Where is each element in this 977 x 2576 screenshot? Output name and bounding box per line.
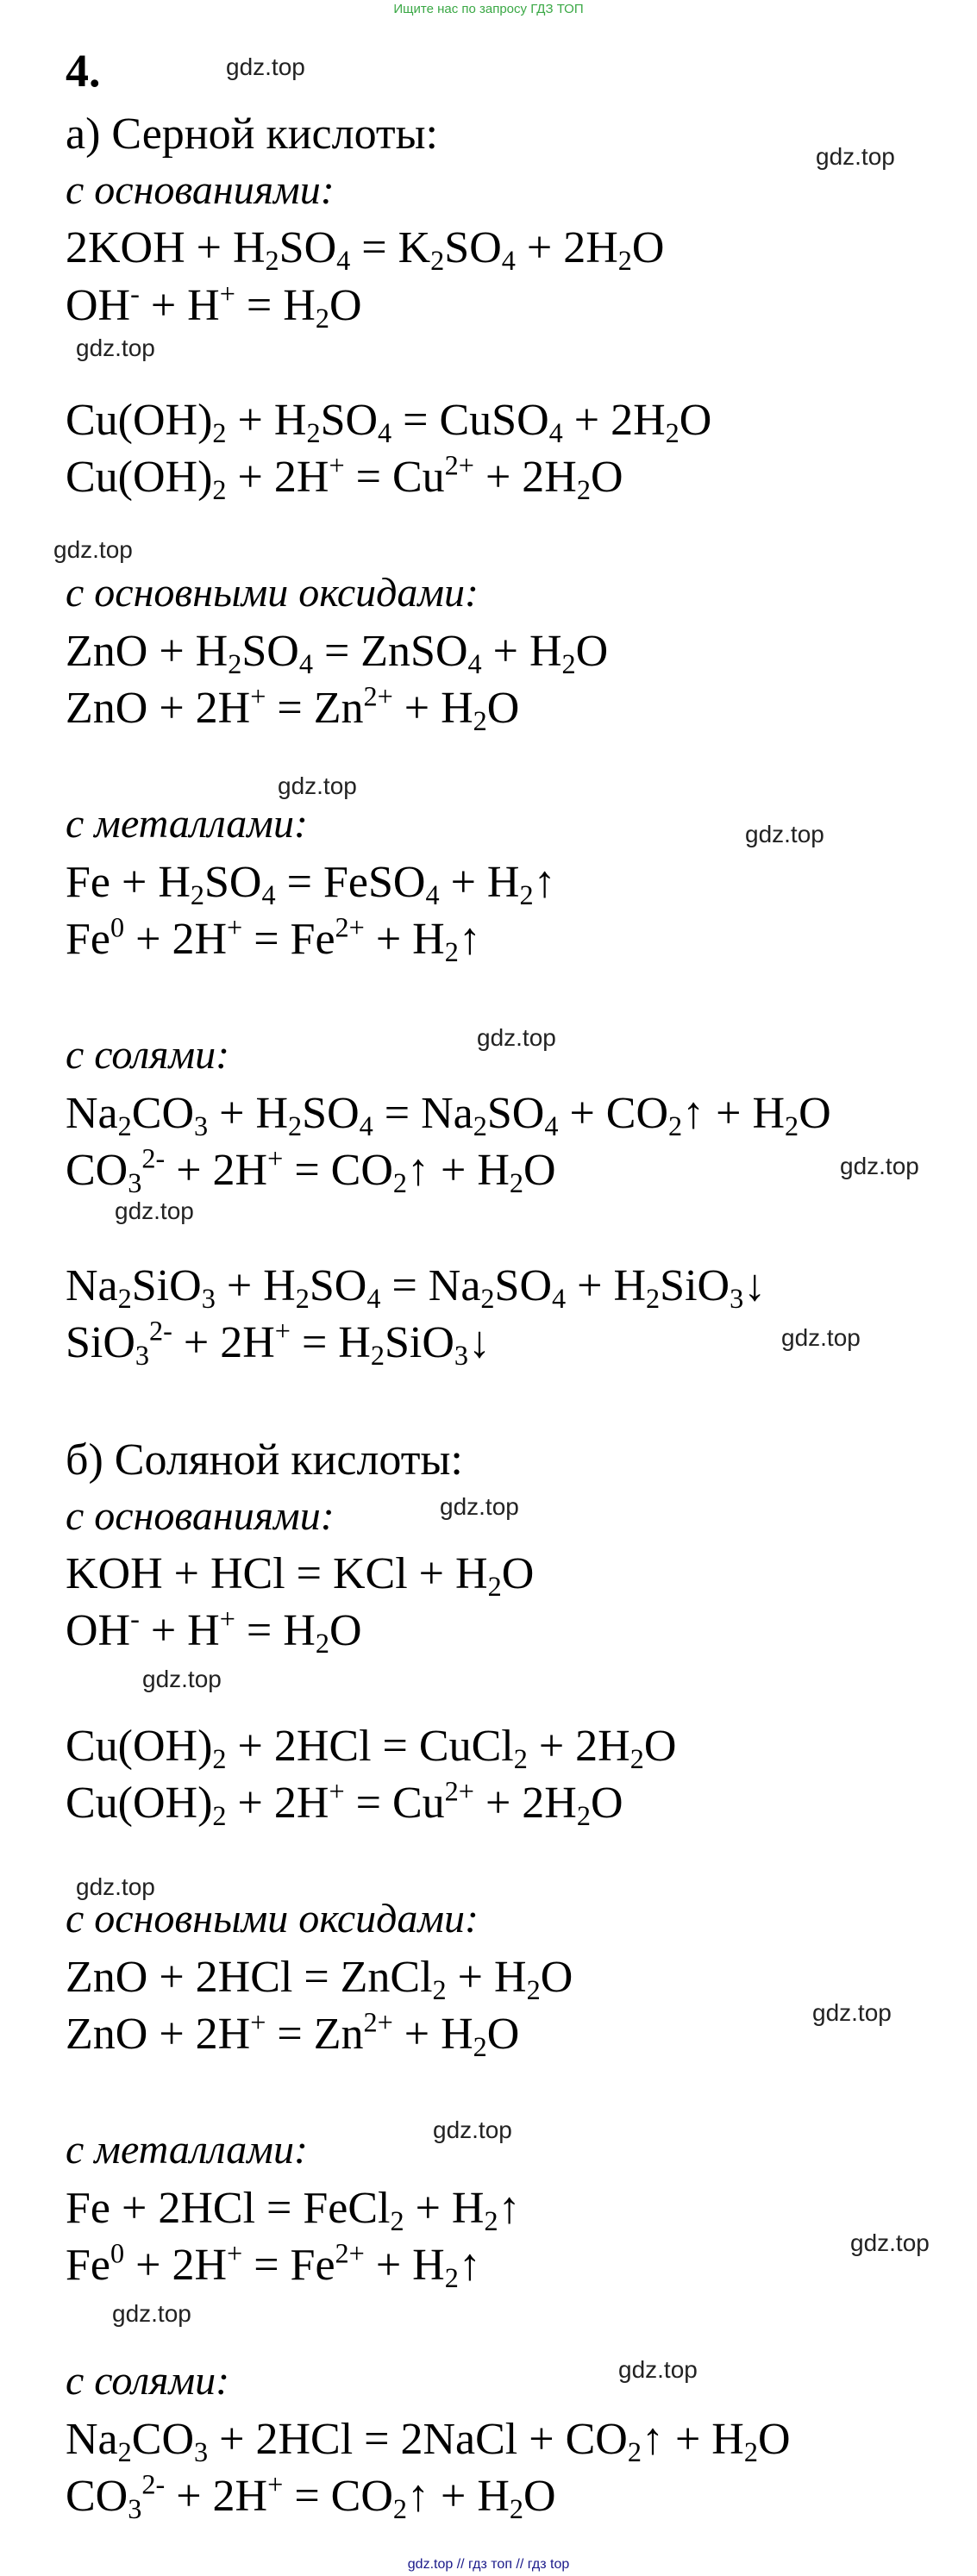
subscript: 2	[561, 648, 576, 680]
formula-text: Cu(OH)	[66, 453, 213, 502]
problem-number: 4.	[66, 45, 101, 97]
equation	[66, 1775, 623, 1832]
formula-text: O	[643, 1722, 677, 1771]
watermark: gdz.top	[745, 821, 824, 847]
charge: 2-	[149, 1315, 172, 1347]
charge: +	[227, 2237, 243, 2269]
subscript: 2	[190, 879, 205, 911]
formula-text: O	[523, 1146, 556, 1195]
subscript: 2	[212, 1800, 227, 1832]
formula-text: = Na	[380, 1261, 481, 1310]
equation	[66, 223, 665, 277]
subscript: 2	[117, 1110, 132, 1142]
charge: +	[267, 2468, 284, 2500]
subscript: 2	[392, 1167, 407, 1199]
charge: +	[329, 449, 345, 481]
formula-text: + H	[404, 2184, 485, 2233]
formula-text: ↑ + H	[641, 2415, 744, 2464]
subscript: 2	[646, 1283, 661, 1315]
subscript: 2	[509, 1167, 524, 1199]
formula-text: + H	[139, 281, 220, 330]
charge: 2+	[335, 911, 365, 943]
formula-text: = Cu	[344, 453, 445, 502]
subscript: 2	[212, 417, 227, 449]
formula-text: Na	[66, 1089, 118, 1138]
formula-text: SO	[309, 1261, 367, 1310]
formula-text: ↓	[468, 1318, 492, 1367]
subheading-salts: с солями:	[66, 2358, 230, 2404]
formula-text: ↑	[458, 915, 481, 964]
charge: +	[219, 1603, 235, 1635]
formula-text: = Zn	[266, 684, 364, 733]
formula-text: SO	[279, 223, 337, 272]
formula-text: CO	[66, 1146, 128, 1195]
formula-text: CO	[66, 2472, 128, 2521]
subscript: 2	[444, 2262, 459, 2294]
formula-text: + H	[392, 2010, 473, 2059]
subscript: 3	[128, 1167, 142, 1199]
equation	[66, 2468, 556, 2525]
subscript: 3	[128, 2493, 142, 2525]
formula-text: SO	[204, 858, 262, 907]
formula-text: ↑ + H	[407, 1146, 510, 1195]
subscript: 2	[370, 1340, 385, 1372]
equation	[66, 449, 623, 506]
formula-text: KOH + HCl = KCl + H	[66, 1549, 488, 1598]
subscript: 4	[359, 1110, 373, 1142]
formula-text: O	[523, 2472, 556, 2521]
formula-text: O	[679, 396, 712, 445]
subscript: 2	[473, 1110, 487, 1142]
formula-text: + H	[139, 1606, 220, 1655]
equation	[66, 396, 712, 449]
formula-text: OH	[66, 1606, 131, 1655]
formula-text: + H	[215, 1261, 296, 1310]
subscript: 2	[668, 1110, 683, 1142]
formula-text: SO	[302, 1089, 360, 1138]
subscript: 3	[194, 1110, 209, 1142]
subscript: 3	[454, 1340, 469, 1372]
subscript: 2	[513, 1743, 528, 1775]
formula-text: ZnO + 2HCl = ZnCl	[66, 1953, 433, 2002]
formula-text: = H	[235, 281, 316, 330]
subscript: 2	[430, 245, 445, 277]
formula-text: O	[329, 1606, 362, 1655]
subscript: 2	[487, 1571, 502, 1603]
formula-text: Fe	[66, 2241, 110, 2290]
subscript: 2	[315, 1628, 329, 1660]
formula-text: + H	[208, 1089, 289, 1138]
subscript: 4	[544, 1110, 559, 1142]
subscript: 2	[212, 1743, 227, 1775]
watermark: gdz.top	[618, 2356, 698, 2383]
charge: +	[219, 278, 235, 309]
subscript: 2	[480, 1283, 495, 1315]
subscript: 2	[473, 2031, 487, 2063]
formula-text: + 2H	[124, 2241, 228, 2290]
equation	[66, 1142, 556, 1199]
formula-text: 2KOH + H	[66, 223, 266, 272]
subscript: 3	[194, 2436, 209, 2468]
formula-text: Fe + 2HCl = FeCl	[66, 2184, 391, 2233]
subscript: 2	[390, 2205, 404, 2237]
subscript: 2	[629, 1743, 644, 1775]
section-title-sulfuric: а) Серной кислоты:	[66, 109, 438, 159]
formula-text: ZnO + H	[66, 627, 229, 676]
subscript: 4	[298, 648, 313, 680]
formula-text: + 2H	[226, 1779, 329, 1828]
formula-text: ZnO + 2H	[66, 2010, 251, 2059]
oxidation-state: 0	[110, 911, 125, 943]
watermark: gdz.top	[142, 1666, 222, 1692]
formula-text: ↑	[533, 858, 556, 907]
formula-text: = Fe	[242, 915, 335, 964]
formula-text: SiO	[131, 1261, 202, 1310]
formula-text: + 2H	[165, 1146, 268, 1195]
subscript: 2	[576, 1800, 591, 1832]
formula-text: + H	[364, 915, 445, 964]
subscript: 2	[288, 1110, 303, 1142]
formula-text: + 2HCl = 2NaCl + CO	[208, 2415, 628, 2464]
charge: 2-	[141, 1142, 166, 1174]
subheading-oxides: с основными оксидами:	[66, 570, 479, 616]
formula-text: + 2H	[515, 223, 618, 272]
formula-text: Cu(OH)	[66, 396, 213, 445]
watermark: gdz.top	[76, 1873, 155, 1900]
formula-text: + H	[364, 2241, 445, 2290]
formula-text: SiO	[660, 1261, 730, 1310]
formula-text: O	[799, 1089, 831, 1138]
subscript: 2	[785, 1110, 799, 1142]
formula-text: CO	[131, 2415, 195, 2464]
formula-text: ↑	[498, 2184, 521, 2233]
formula-text: = CuSO	[391, 396, 549, 445]
section-title-hydrochloric: б) Соляной кислоты:	[66, 1435, 463, 1485]
subscript: 2	[617, 245, 632, 277]
subscript: 2	[315, 303, 329, 335]
charge: +	[227, 911, 243, 943]
watermark: gdz.top	[278, 772, 357, 799]
footer: gdz.top // гдз топ // гдз top	[407, 2557, 570, 2572]
subscript: 3	[135, 1340, 150, 1372]
charge: +	[250, 2006, 266, 2038]
subheading-bases: с основаниями:	[66, 1493, 335, 1539]
charge: +	[267, 1142, 284, 1174]
subscript: 4	[548, 417, 563, 449]
subscript: 2	[212, 474, 227, 506]
charge: 2+	[363, 680, 393, 712]
subscript: 2	[627, 2436, 642, 2468]
subscript: 2	[432, 1974, 447, 2006]
formula-text: = Fe	[242, 2241, 335, 2290]
equation	[66, 1315, 492, 1372]
formula-text: SiO	[66, 1318, 135, 1367]
watermark: gdz.top	[433, 2116, 512, 2143]
formula-text: ↑	[458, 2241, 481, 2290]
subheading-metals: с металлами:	[66, 801, 308, 847]
formula-text: + 2H	[172, 1318, 275, 1367]
charge: -	[130, 278, 140, 309]
subscript: 2	[117, 2436, 132, 2468]
watermark: gdz.top	[440, 1493, 519, 1520]
watermark: gdz.top	[53, 536, 133, 563]
equation	[66, 1089, 831, 1142]
formula-text: + 2HCl = CuCl	[226, 1722, 514, 1771]
equation	[66, 278, 362, 335]
subscript: 4	[425, 879, 440, 911]
subscript: 2	[306, 417, 321, 449]
equation	[66, 1953, 573, 2006]
formula-text: ↑ + H	[682, 1089, 786, 1138]
watermark: gdz.top	[477, 1024, 556, 1051]
charge: +	[274, 1315, 291, 1347]
formula-text: + H	[446, 1953, 527, 2002]
subscript: 2	[519, 879, 534, 911]
formula-text: + 2H	[165, 2472, 268, 2521]
formula-text: SO	[486, 1089, 545, 1138]
subheading-bases: с основаниями:	[66, 167, 335, 213]
formula-text: SiO	[385, 1318, 454, 1367]
charge: 2-	[141, 2468, 166, 2500]
formula-text: SO	[444, 223, 502, 272]
formula-text: + CO	[558, 1089, 669, 1138]
equation	[66, 2415, 791, 2468]
subscript: 2	[265, 245, 279, 277]
formula-text: Fe	[66, 915, 110, 964]
formula-text: Cu(OH)	[66, 1722, 213, 1771]
formula-text: + 2H	[226, 453, 329, 502]
formula-text: = K	[350, 223, 431, 272]
charge: 2+	[444, 449, 474, 481]
charge: 2+	[363, 2006, 393, 2038]
subscript: 2	[484, 2205, 498, 2237]
formula-text: = Cu	[344, 1779, 445, 1828]
formula-text: OH	[66, 281, 131, 330]
formula-text: ZnO + 2H	[66, 684, 251, 733]
formula-text: O	[757, 2415, 791, 2464]
watermark: gdz.top	[816, 143, 895, 170]
subscript: 4	[261, 879, 276, 911]
formula-text: = CO	[283, 1146, 393, 1195]
charge: +	[329, 1775, 345, 1807]
formula-text: SO	[320, 396, 379, 445]
formula-text: + 2H	[124, 915, 228, 964]
formula-text: O	[329, 281, 362, 330]
equation	[66, 680, 520, 737]
subscript: 2	[743, 2436, 758, 2468]
subscript: 4	[501, 245, 516, 277]
subheading-oxides: с основными оксидами:	[66, 1896, 479, 1941]
formula-text: O	[575, 627, 609, 676]
equation	[66, 2237, 481, 2294]
formula-text: = Zn	[266, 2010, 364, 2059]
subscript: 4	[378, 417, 392, 449]
subscript: 2	[117, 1283, 132, 1315]
formula-text: O	[590, 453, 623, 502]
formula-text: + H	[439, 858, 520, 907]
formula-text: = H	[235, 1606, 316, 1655]
subscript: 3	[730, 1283, 744, 1315]
subscript: 2	[295, 1283, 310, 1315]
subscript: 4	[467, 648, 482, 680]
charge: 2+	[444, 1775, 474, 1807]
formula-text: = ZnSO	[312, 627, 468, 676]
formula-text: SO	[494, 1261, 553, 1310]
equation	[66, 2184, 521, 2237]
subscript: 2	[665, 417, 680, 449]
watermark: gdz.top	[115, 1197, 194, 1224]
subscript: 4	[552, 1283, 567, 1315]
watermark: gdz.top	[781, 1324, 861, 1351]
formula-text: Na	[66, 1261, 118, 1310]
formula-text: Na	[66, 2415, 118, 2464]
subscript: 2	[392, 2493, 407, 2525]
oxidation-state: 0	[110, 2237, 125, 2269]
subscript: 2	[576, 474, 591, 506]
formula-text: + 2H	[527, 1722, 630, 1771]
subscript: 2	[473, 705, 487, 737]
formula-text: ↑ + H	[407, 2472, 510, 2521]
formula-text: O	[501, 1549, 535, 1598]
formula-text: O	[631, 223, 665, 272]
equation	[66, 2006, 520, 2063]
subscript: 2	[444, 936, 459, 968]
watermark: gdz.top	[812, 1999, 892, 2026]
charge: -	[130, 1603, 140, 1635]
subheading-metals: с металлами:	[66, 2127, 308, 2173]
subscript: 3	[201, 1283, 216, 1315]
formula-text: O	[486, 2010, 520, 2059]
subheading-salts: с солями:	[66, 1032, 230, 1078]
formula-text: Cu(OH)	[66, 1779, 213, 1828]
formula-text: = H	[290, 1318, 371, 1367]
formula-text: + H	[226, 396, 307, 445]
watermark: gdz.top	[76, 335, 155, 361]
watermark: gdz.top	[226, 53, 305, 80]
formula-text: Fe + H	[66, 858, 191, 907]
equation	[66, 1603, 362, 1660]
formula-text: + 2H	[473, 1779, 577, 1828]
top-banner: Ищите нас по запросу ГДЗ ТОП	[393, 2, 584, 16]
formula-text: + 2H	[562, 396, 666, 445]
equation	[66, 1549, 535, 1603]
charge: 2+	[335, 2237, 365, 2269]
formula-text: O	[540, 1953, 573, 2002]
formula-text: + 2H	[473, 453, 577, 502]
equation	[66, 1722, 677, 1775]
equation	[66, 858, 556, 911]
formula-text: = Na	[373, 1089, 473, 1138]
equation	[66, 911, 481, 968]
equation	[66, 1261, 767, 1315]
formula-text: + H	[481, 627, 562, 676]
subscript: 4	[336, 245, 351, 277]
formula-text: O	[590, 1779, 623, 1828]
watermark: gdz.top	[112, 2300, 191, 2327]
formula-text: = CO	[283, 2472, 393, 2521]
formula-text: CO	[131, 1089, 195, 1138]
formula-text: + H	[566, 1261, 647, 1310]
equation	[66, 627, 609, 680]
formula-text: + H	[392, 684, 473, 733]
formula-text: ↓	[743, 1261, 767, 1310]
subscript: 2	[509, 2493, 524, 2525]
formula-text: = FeSO	[275, 858, 426, 907]
charge: +	[250, 680, 266, 712]
subscript: 2	[228, 648, 242, 680]
subscript: 4	[366, 1283, 381, 1315]
formula-text: SO	[241, 627, 299, 676]
formula-text: O	[486, 684, 520, 733]
subscript: 2	[526, 1974, 541, 2006]
watermark: gdz.top	[840, 1153, 919, 1179]
watermark: gdz.top	[850, 2229, 930, 2256]
